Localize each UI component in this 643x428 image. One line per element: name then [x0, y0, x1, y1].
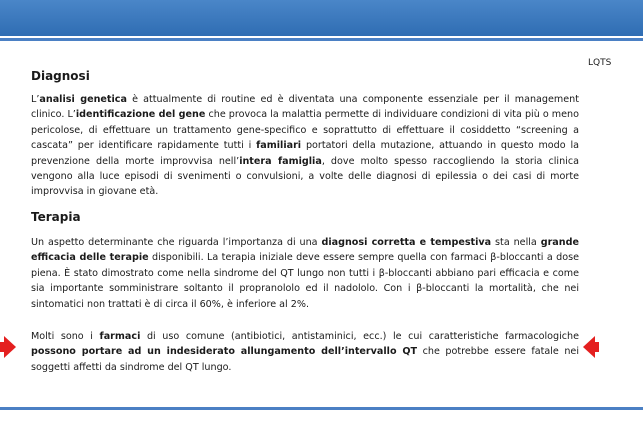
- emphasis-text: analisi genetica: [39, 94, 127, 105]
- header-divider: [0, 38, 643, 41]
- text-run: , dove molto spesso raccogliendo la storia clinica vengono alla luce episodi di svenimenti o convulsioni, a volte delle diagnosi di epilessia o dei casi di morte improvvisa in giovane età.: [31, 155, 579, 198]
- text-run: che provoca la malattia permette di individuare condizioni di vita più o meno pericolose, di effettuare un trattamento gene-specifico e soprattutto di effettuare il cosiddetto “screening a cascata” per identificare rapidamente tutti i: [31, 109, 579, 152]
- paragraph-warning: [31, 329, 579, 375]
- text-run: disponibili. La terapia iniziale deve essere sempre quella con farmaci β-bloccanti a dose piena. È stato dimostrato come nella sindrome del QT lungo non tutti i β-bloccanti abbiano pari efficacia e come sia importante somministrare soltanto il propranololo ed il nadololo. Con i β-bloccanti la mortalità, che nei sintomatici non trattati è di circa il 60%, è inferiore al 2%.: [31, 252, 579, 310]
- text-run: è attualmente di routine ed è diventata una componente essenziale per il management clinico. L’: [31, 94, 579, 121]
- emphasis-text: possono portare ad un indesiderato allungamento dell’intervallo QT: [31, 346, 418, 358]
- text-run: L’: [31, 94, 40, 105]
- emphasis-text: familiari: [256, 140, 302, 152]
- warning-arrow-left-icon: [4, 336, 16, 358]
- section-title-terapia: Terapia: [31, 210, 81, 224]
- paragraph-terapia: [31, 235, 579, 312]
- text-run: sta nella: [491, 237, 541, 248]
- header-band: [0, 0, 643, 36]
- warning-arrow-right-stem: [594, 342, 599, 352]
- text-run: portatori della mutazione, attuando in questo modo la prevenzione della morte improvvisa nell’: [31, 140, 579, 167]
- text-run: Un aspetto determinante che riguarda l’importanza di una: [31, 237, 322, 248]
- emphasis-text: intera famiglia: [239, 155, 322, 167]
- emphasis-text: diagnosi corretta e tempestiva: [321, 237, 492, 248]
- emphasis-text: grande efficacia delle terapie: [31, 237, 579, 264]
- emphasis-text: farmaci: [99, 331, 141, 342]
- text-run: di uso comune (antibiotici, antistaminici, ecc.) le cui caratteristiche farmacologiche: [140, 331, 580, 342]
- section-title-diagnosi: Diagnosi: [31, 69, 90, 83]
- page-tag: LQTS: [588, 58, 612, 68]
- text-run: Molti sono i: [31, 331, 100, 342]
- text-run: che potrebbe essere fatale nei soggetti affetti da sindrome del QT lungo.: [31, 346, 579, 373]
- footer-divider: [0, 407, 643, 410]
- emphasis-text: identificazione del gene: [75, 109, 206, 121]
- paragraph-diagnosi: [31, 92, 579, 200]
